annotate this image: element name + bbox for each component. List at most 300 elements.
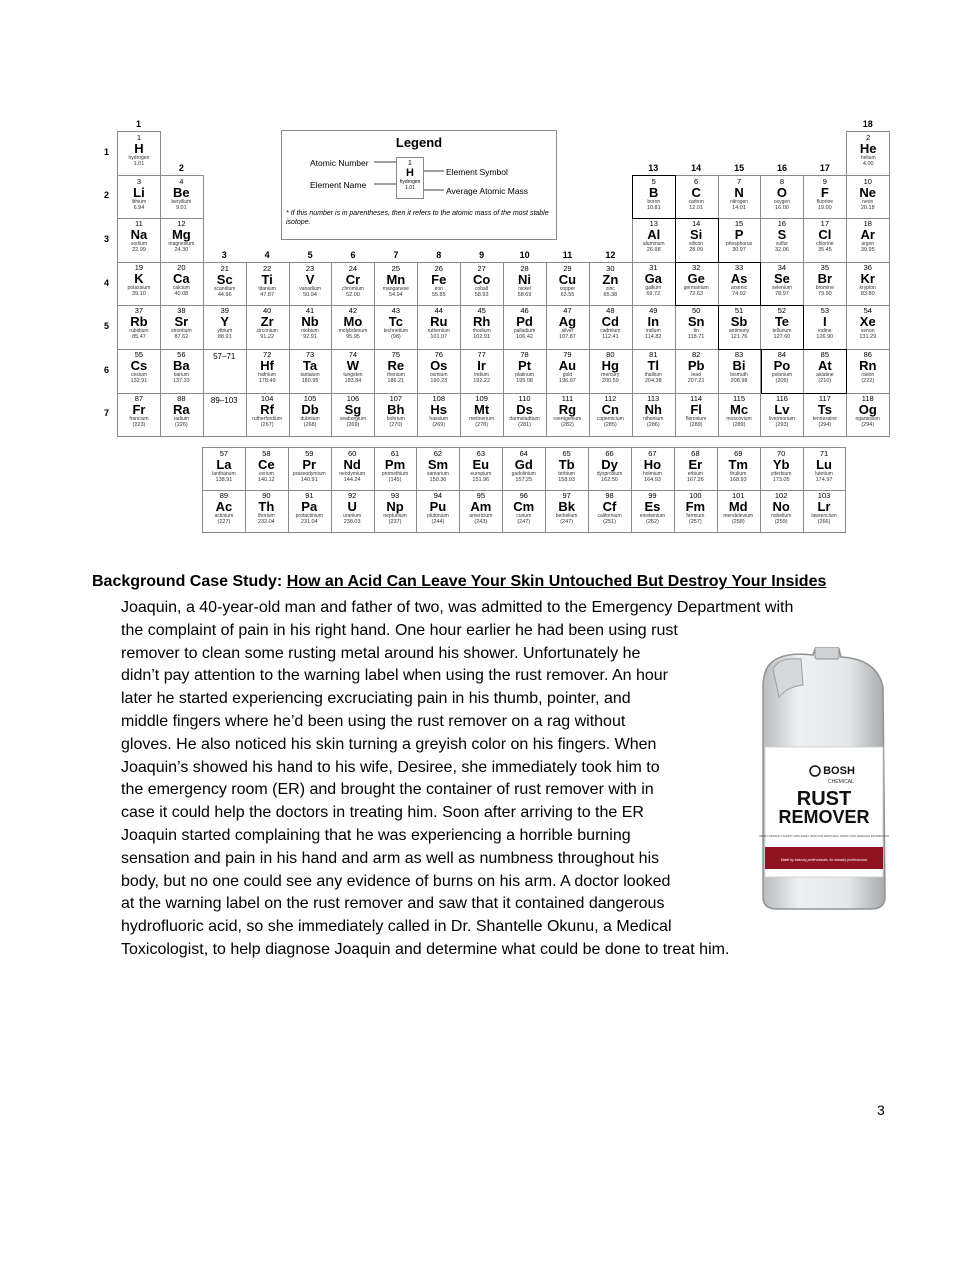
element-mass: 19.00 xyxy=(817,204,832,211)
element-cell-ds xyxy=(503,393,547,438)
group-label-13: 13 xyxy=(648,162,659,173)
element-symbol: Gd xyxy=(514,457,533,472)
element-number: 96 xyxy=(519,490,528,500)
element-symbol: Ne xyxy=(859,184,877,200)
element-number: 103 xyxy=(817,490,831,500)
element-symbol: Ru xyxy=(430,314,448,330)
element-number: 25 xyxy=(391,263,400,273)
element-mass: 167.26 xyxy=(686,477,704,483)
element-cell-tm xyxy=(717,447,761,491)
element-number: 19 xyxy=(134,262,144,272)
case-study-line: hydrofluoric acid, so she immediately called in Dr. Shantelle Okunu, a Medical xyxy=(121,918,672,936)
legend-element-symbol-label: Element Symbol xyxy=(446,167,508,177)
element-mass: (289) xyxy=(689,421,703,428)
element-number: 81 xyxy=(649,350,658,359)
element-number: 82 xyxy=(691,350,701,359)
element-cell-cs xyxy=(117,349,161,394)
bottle-fine-print: SIMPLY PRODUCT SAFETY DATA SHEET (SDS) FOR ADDITIONAL SAFETY AND HANDLING INFORMATION xyxy=(759,835,889,838)
element-cell-zn xyxy=(589,262,633,307)
element-symbol: Fe xyxy=(431,271,447,287)
element-mass: 207.21 xyxy=(687,378,705,384)
case-study-heading xyxy=(92,573,826,591)
element-number: 49 xyxy=(649,306,658,316)
group-label-15: 15 xyxy=(734,162,745,173)
element-symbol: Zr xyxy=(260,314,274,330)
element-symbol: Pm xyxy=(384,457,406,472)
element-number: 14 xyxy=(691,219,701,229)
element-number: 87 xyxy=(134,393,144,403)
element-name: rutherfordium xyxy=(252,415,282,422)
element-number: 54 xyxy=(863,306,872,316)
element-cell-lr xyxy=(803,490,847,534)
element-name: thallium xyxy=(644,372,662,378)
element-name: gadolinium xyxy=(511,471,536,477)
element-cell-ce xyxy=(245,447,289,491)
element-symbol: F xyxy=(820,184,829,200)
element-number: 75 xyxy=(391,350,400,359)
element-number: 4 xyxy=(179,176,184,186)
element-name: nickel xyxy=(518,285,531,292)
element-mass: 101.07 xyxy=(430,334,448,341)
element-name: mendelevium xyxy=(723,512,754,519)
element-symbol: Ho xyxy=(643,457,662,472)
element-cell-no xyxy=(760,490,804,534)
element-name: einsteinium xyxy=(639,512,666,519)
element-number: 55 xyxy=(134,350,144,359)
element-name: potassium xyxy=(127,284,151,291)
placeholder-range: 57–71 xyxy=(213,352,236,361)
case-study-line: Joaquin started complaining that he was experiencing a horrible burning xyxy=(121,827,631,844)
element-symbol: Ds xyxy=(516,401,533,417)
element-symbol: Hf xyxy=(260,358,274,373)
element-mass: (289) xyxy=(732,421,746,428)
element-mass: (237) xyxy=(388,518,402,525)
element-symbol: U xyxy=(347,498,357,514)
element-name: polonium xyxy=(771,372,793,378)
element-mass: 16.00 xyxy=(775,204,789,211)
group-label-9: 9 xyxy=(479,249,485,260)
element-mass: 87.62 xyxy=(174,334,189,341)
element-symbol: Rb xyxy=(130,314,148,330)
element-cell-fe xyxy=(417,262,461,307)
element-mass: (98) xyxy=(390,334,401,341)
element-number: 118 xyxy=(861,393,874,403)
element-cell-sg xyxy=(332,393,376,438)
element-symbol: Cr xyxy=(345,271,361,287)
element-name: silver xyxy=(561,328,574,335)
element-symbol: Pb xyxy=(687,358,705,373)
element-name: chromium xyxy=(341,285,364,292)
element-mass: 180.95 xyxy=(301,378,319,384)
element-number: 69 xyxy=(734,449,743,458)
element-cell-nb xyxy=(289,305,333,350)
element-mass: 208.98 xyxy=(730,378,748,384)
element-symbol: In xyxy=(647,314,660,330)
element-symbol: Pt xyxy=(518,358,532,373)
element-symbol: Pa xyxy=(301,498,318,514)
element-name: rhodium xyxy=(472,328,491,335)
element-cell-u xyxy=(331,490,375,534)
element-cell-y xyxy=(203,305,247,350)
period-label-7: 7 xyxy=(104,408,110,419)
element-name: roentgenium xyxy=(553,415,582,422)
element-cell-rb xyxy=(117,305,161,350)
element-number: 28 xyxy=(520,263,529,273)
element-mass: 164.93 xyxy=(644,477,661,483)
element-cell-mt xyxy=(460,393,504,438)
element-mass: 140.91 xyxy=(300,477,318,483)
element-number: 12 xyxy=(177,219,186,229)
element-name: lithium xyxy=(131,198,147,205)
element-mass: 6.94 xyxy=(133,204,145,211)
element-number: 38 xyxy=(177,306,186,316)
element-cell-mg xyxy=(160,218,204,263)
element-name: flerovium xyxy=(685,415,707,422)
element-cell-n xyxy=(718,175,762,220)
group-label-16: 16 xyxy=(776,162,787,173)
element-cell-cd xyxy=(589,305,633,350)
element-mass: 196.97 xyxy=(559,378,576,384)
element-name: cadmium xyxy=(600,328,621,335)
element-cell-hf xyxy=(246,349,290,394)
element-symbol: Lv xyxy=(774,401,790,417)
periodic-table xyxy=(0,0,979,560)
group-label-12: 12 xyxy=(605,249,616,260)
group-label-10: 10 xyxy=(519,249,530,260)
element-number: 18 xyxy=(863,219,872,229)
element-number: 35 xyxy=(820,262,829,272)
element-symbol: Mo xyxy=(343,314,363,330)
element-number: 74 xyxy=(348,350,358,359)
element-name: sodium xyxy=(130,241,147,248)
element-symbol: Np xyxy=(386,498,404,514)
element-number: 16 xyxy=(777,219,787,229)
element-mass: 92.91 xyxy=(303,334,317,341)
element-mass: 162.50 xyxy=(601,477,618,483)
element-mass: 65.38 xyxy=(603,291,618,298)
group-label-11: 11 xyxy=(562,249,573,260)
element-symbol: Eu xyxy=(472,457,490,472)
element-mass: 39.95 xyxy=(860,247,875,254)
element-symbol: Co xyxy=(472,271,491,287)
case-study-line: later he started experiencing excruciating pain in his thumb, pointer, and xyxy=(121,690,631,708)
element-number: 48 xyxy=(606,306,615,316)
element-symbol: Fl xyxy=(690,401,702,417)
element-number: 73 xyxy=(305,350,315,359)
bottle-band-text: Made by industry professionals, for industry professionals xyxy=(780,858,868,862)
element-symbol: Al xyxy=(647,227,661,243)
element-number: 11 xyxy=(135,219,143,229)
element-name: plutonium xyxy=(427,512,449,519)
element-number: 47 xyxy=(563,306,572,316)
element-cell-cr xyxy=(332,262,376,307)
element-number: 45 xyxy=(477,306,486,316)
element-number: 101 xyxy=(731,490,745,500)
element-number: 113 xyxy=(647,393,660,403)
element-cell-ac xyxy=(202,490,246,534)
element-number: 68 xyxy=(691,449,700,458)
element-name: iron xyxy=(434,285,443,292)
element-cell-pm xyxy=(374,447,418,491)
element-mass: 22.99 xyxy=(132,247,146,254)
legend-sample-name: hydrogen xyxy=(399,179,421,185)
element-number: 5 xyxy=(651,176,656,186)
element-cell-la xyxy=(202,447,246,491)
element-cell-br xyxy=(803,262,847,307)
element-symbol: Cm xyxy=(513,498,535,514)
element-symbol: Si xyxy=(689,227,703,243)
element-name: zirconium xyxy=(256,328,278,335)
element-name: tantalum xyxy=(300,372,320,378)
element-mass: 10.81 xyxy=(646,204,661,211)
element-symbol: Ga xyxy=(644,270,662,286)
element-number: 115 xyxy=(733,393,746,403)
element-symbol: Li xyxy=(133,184,145,200)
case-study-line: Joaquin’s showed his hand to his wife, Desiree, she immediately took him to xyxy=(121,758,660,776)
element-number: 42 xyxy=(348,306,358,316)
element-symbol: Bh xyxy=(387,401,405,417)
element-symbol: Ag xyxy=(558,314,577,330)
element-name: radium xyxy=(173,415,189,422)
element-name: carbon xyxy=(688,198,704,205)
element-number: 70 xyxy=(776,449,786,458)
element-symbol: Br xyxy=(817,270,833,286)
element-number: 112 xyxy=(604,393,617,403)
element-cell-nh xyxy=(632,393,676,438)
element-symbol: Kr xyxy=(860,270,875,286)
element-symbol: Tm xyxy=(728,457,748,472)
element-mass: (270) xyxy=(389,421,403,428)
element-mass: 157.25 xyxy=(515,477,533,483)
element-name: yttrium xyxy=(217,328,233,335)
element-symbol: Ce xyxy=(258,457,275,472)
element-cell-he xyxy=(846,131,890,176)
element-mass: (259) xyxy=(774,518,788,525)
period-label-1: 1 xyxy=(104,146,110,157)
element-cell-gd xyxy=(502,447,546,491)
group-label-7: 7 xyxy=(393,249,399,260)
element-cell-in xyxy=(632,305,676,350)
placeholder-cell-period-7 xyxy=(203,393,247,438)
element-cell-pd xyxy=(503,305,547,350)
element-number: 64 xyxy=(519,449,528,458)
element-mass: 138.91 xyxy=(215,477,233,483)
element-mass: 95.95 xyxy=(346,334,360,341)
element-symbol: Rf xyxy=(260,401,274,417)
case-study-line: middle fingers where he’d been using the rust remover on a rag without xyxy=(121,713,626,730)
element-number: 36 xyxy=(863,262,872,272)
element-number: 60 xyxy=(347,449,357,458)
element-symbol: Rg xyxy=(558,401,577,417)
element-mass: (269) xyxy=(432,421,446,428)
element-name: fermium xyxy=(686,512,705,519)
element-mass: 24.30 xyxy=(174,247,189,254)
element-name: uranium xyxy=(343,512,362,519)
legend-note: * If this number is in parentheses, then it refers to the atomic mass of the most stable isotope. xyxy=(286,210,549,226)
element-name: scandium xyxy=(214,285,236,292)
element-symbol: Md xyxy=(728,498,748,514)
element-cell-bi xyxy=(718,349,762,394)
element-cell-nd xyxy=(331,447,375,491)
element-mass: (268) xyxy=(303,421,317,428)
element-name: strontium xyxy=(171,328,192,335)
element-cell-s xyxy=(761,218,805,263)
element-name: molybdenum xyxy=(338,328,368,335)
element-mass: 14.01 xyxy=(732,204,746,211)
element-symbol: Sg xyxy=(344,401,362,417)
element-mass: 58.69 xyxy=(517,291,532,298)
element-symbol: Th xyxy=(258,498,275,514)
element-name: indium xyxy=(645,328,661,335)
element-cell-ga xyxy=(632,262,676,307)
element-name: antimony xyxy=(728,328,750,335)
element-cell-os xyxy=(417,349,461,394)
element-cell-as xyxy=(718,262,762,307)
element-cell-yb xyxy=(760,447,804,491)
element-name: europium xyxy=(470,471,492,477)
element-mass: (266) xyxy=(817,518,831,525)
element-symbol: Sc xyxy=(216,271,233,287)
element-symbol: Nd xyxy=(343,457,361,472)
element-number: 53 xyxy=(820,306,829,316)
element-mass: 44.96 xyxy=(217,291,232,298)
element-mass: 204.38 xyxy=(644,378,662,384)
legend-element-name-label: Element Name xyxy=(310,180,367,190)
element-name: tellurium xyxy=(772,328,792,335)
element-number: 66 xyxy=(605,449,614,458)
element-cell-xe xyxy=(846,305,890,350)
element-name: curium xyxy=(516,512,532,519)
element-cell-bh xyxy=(374,393,418,438)
element-cell-tb xyxy=(545,447,589,491)
element-name: thulium xyxy=(730,471,747,477)
element-symbol: K xyxy=(134,270,144,286)
element-cell-co xyxy=(460,262,504,307)
element-number: 59 xyxy=(305,449,314,458)
element-cell-pu xyxy=(417,490,461,534)
element-number: 40 xyxy=(262,306,272,316)
element-symbol: Y xyxy=(220,314,230,330)
element-cell-ti xyxy=(246,262,290,307)
element-cell-se xyxy=(761,262,805,307)
element-number: 114 xyxy=(690,393,703,403)
element-number: 39 xyxy=(220,306,229,316)
element-mass: 26.98 xyxy=(646,247,661,254)
group-label-4: 4 xyxy=(264,249,270,260)
element-mass: (209) xyxy=(775,378,789,384)
element-name: cobalt xyxy=(474,285,489,292)
element-symbol: Es xyxy=(644,498,661,514)
element-symbol: Fm xyxy=(685,498,706,514)
element-name: selenium xyxy=(771,284,792,291)
element-name: technetium xyxy=(383,328,409,335)
element-name: tennessine xyxy=(812,415,837,422)
element-cell-zr xyxy=(246,305,290,350)
element-symbol: N xyxy=(734,184,744,200)
element-cell-ru xyxy=(417,305,461,350)
element-symbol: Tc xyxy=(388,314,403,330)
element-cell-ts xyxy=(803,393,847,438)
element-cell-rg xyxy=(546,393,590,438)
element-symbol: Bk xyxy=(558,498,575,514)
element-name: nihonium xyxy=(643,415,664,422)
element-number: 71 xyxy=(819,449,829,458)
element-name: cerium xyxy=(258,471,274,477)
element-symbol: Ra xyxy=(173,401,190,417)
element-name: germanium xyxy=(683,284,709,291)
element-name: bohrium xyxy=(386,415,405,422)
element-cell-cu xyxy=(546,262,590,307)
element-mass: (244) xyxy=(431,518,445,525)
element-mass: 50.94 xyxy=(303,291,317,298)
element-mass: 69.72 xyxy=(646,290,661,297)
element-number: 10 xyxy=(863,176,872,186)
element-number: 3 xyxy=(136,176,142,186)
element-symbol: Cs xyxy=(130,358,148,373)
element-cell-mn xyxy=(374,262,418,307)
element-name: astatine xyxy=(816,372,834,378)
element-symbol: Am xyxy=(470,498,492,514)
element-name: oganesson xyxy=(855,415,880,422)
element-symbol: Nh xyxy=(644,401,662,417)
element-symbol: Ge xyxy=(687,270,705,286)
period-label-3: 3 xyxy=(104,234,110,244)
case-study-title: How an Acid Can Leave Your Skin Untouched But Destroy Your Insides xyxy=(286,573,827,590)
element-number: 44 xyxy=(434,306,443,316)
element-cell-cf xyxy=(588,490,632,534)
element-cell-v xyxy=(289,262,333,307)
element-name: iridium xyxy=(474,372,489,378)
element-number: 76 xyxy=(434,350,443,359)
element-mass: 4.00 xyxy=(862,161,874,167)
element-symbol: La xyxy=(216,457,232,472)
element-mass: 79.90 xyxy=(817,290,832,297)
element-number: 109 xyxy=(475,393,488,403)
element-symbol: Sr xyxy=(174,314,189,330)
element-mass: (269) xyxy=(346,421,360,428)
element-mass: 158.93 xyxy=(558,477,576,483)
rust-remover-bottle-image xyxy=(751,647,897,911)
element-name: gallium xyxy=(645,284,662,291)
element-symbol: Cf xyxy=(602,498,617,514)
element-cell-c xyxy=(675,175,719,220)
element-name: beryllium xyxy=(171,198,192,205)
element-cell-eu xyxy=(459,447,503,491)
element-mass: 91.22 xyxy=(260,334,275,341)
element-number: 6 xyxy=(694,176,699,186)
element-symbol: Ts xyxy=(817,401,832,417)
element-mass: 186.21 xyxy=(387,378,405,384)
element-mass: 85.47 xyxy=(132,334,146,341)
element-cell-cl xyxy=(803,218,847,263)
element-name: aluminum xyxy=(642,241,665,248)
element-number: 92 xyxy=(347,490,357,500)
element-name: dysprosium xyxy=(596,471,623,477)
element-cell-li xyxy=(117,175,161,220)
group-label-8: 8 xyxy=(436,249,442,260)
element-symbol: He xyxy=(859,141,877,156)
legend-sample-mass: 1.01 xyxy=(405,185,415,191)
element-mass: 9.01 xyxy=(175,204,187,211)
element-number: 67 xyxy=(648,449,657,458)
element-cell-hg xyxy=(589,349,633,394)
element-cell-tl xyxy=(632,349,676,394)
case-study-label: Background Case Study: xyxy=(92,573,287,590)
period-label-2: 2 xyxy=(104,190,110,201)
element-number: 104 xyxy=(260,393,274,403)
element-number: 116 xyxy=(775,393,788,403)
element-name: barium xyxy=(173,372,189,378)
